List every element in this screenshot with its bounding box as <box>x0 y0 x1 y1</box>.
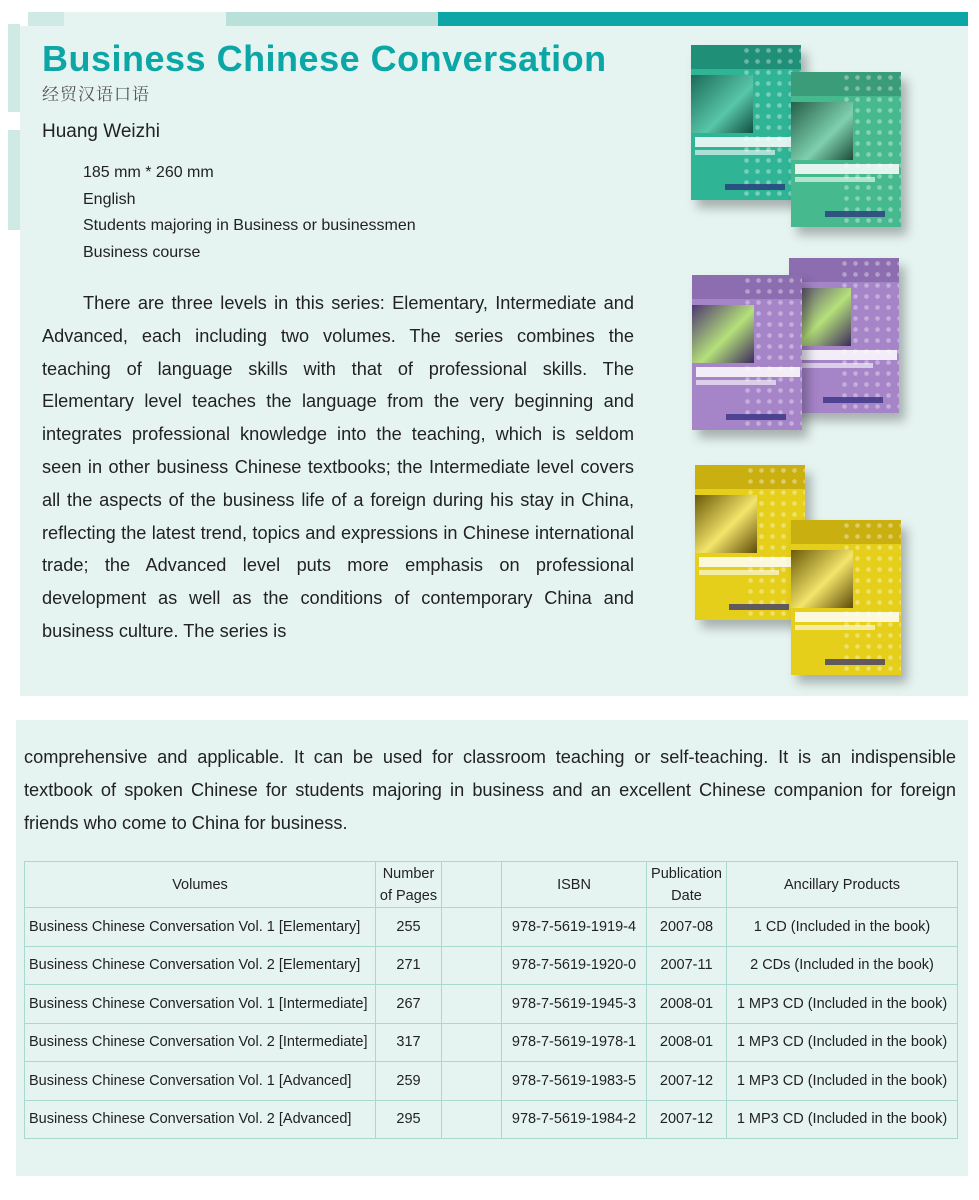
header-blank <box>442 862 502 908</box>
cell-pages: 267 <box>376 985 442 1024</box>
cell-blank <box>442 985 502 1024</box>
cell-blank <box>442 908 502 947</box>
header-volumes: Volumes <box>25 862 376 908</box>
cell-isbn: 978-7-5619-1945-3 <box>502 985 647 1024</box>
cell-ancillary: 1 MP3 CD (Included in the book) <box>727 985 958 1024</box>
table-row <box>25 946 958 985</box>
cell-pages: 295 <box>376 1100 442 1139</box>
cover-intermediate-vol1 <box>695 465 805 620</box>
cell-ancillary: 2 CDs (Included in the book) <box>727 946 958 985</box>
chinese-subtitle: 经贸汉语口语 <box>42 85 150 104</box>
cell-isbn: 978-7-5619-1983-5 <box>502 1062 647 1101</box>
cell-date: 2007-11 <box>647 946 727 985</box>
header-pages: Number of Pages <box>376 862 442 908</box>
cell-blank <box>442 946 502 985</box>
table-row <box>25 908 958 947</box>
author-name: Huang Weizhi <box>42 121 160 142</box>
cell-isbn: 978-7-5619-1978-1 <box>502 1023 647 1062</box>
table-row <box>25 1062 958 1101</box>
table-row <box>25 985 958 1024</box>
cell-date: 2007-12 <box>647 1062 727 1101</box>
volumes-table <box>24 861 958 1139</box>
cell-isbn: 978-7-5619-1919-4 <box>502 908 647 947</box>
book-details <box>83 160 416 267</box>
cell-blank <box>442 1100 502 1139</box>
cell-pages: 317 <box>376 1023 442 1062</box>
cell-pages: 259 <box>376 1062 442 1101</box>
cell-volume: Business Chinese Conversation Vol. 1 [Advanced] <box>25 1062 376 1101</box>
cell-blank <box>442 1023 502 1062</box>
table-row <box>25 1100 958 1139</box>
header-date: Publication Date <box>647 862 727 908</box>
book-language: English <box>83 190 136 208</box>
cell-volume: Business Chinese Conversation Vol. 2 [Advanced] <box>25 1100 376 1139</box>
cell-ancillary: 1 MP3 CD (Included in the book) <box>727 1062 958 1101</box>
description-part-1: There are three levels in this series: Elementary, Intermediate and Advanced, each including two volumes. The series combines the teaching of language skills with that of professional skills. The Elementary level teaches the language from the very beginning and integrates professional knowledge into the teaching, which is seldom seen in other business Chinese textbooks; the Intermediate level covers all the aspects of the business life of a foreign during his stay in China, reflecting the latest trend, topics and expressions in Chinese international trade; the Advanced level puts more emphasis on professional development as well as the conditions of contemporary China and business culture. The series is <box>42 293 634 641</box>
page-title: Business Chinese Conversation <box>42 38 607 79</box>
header-ancillary: Ancillary Products <box>727 862 958 908</box>
cell-isbn: 978-7-5619-1984-2 <box>502 1100 647 1139</box>
cover-elementary-vol2 <box>791 72 901 227</box>
cell-ancillary: 1 MP3 CD (Included in the book) <box>727 1100 958 1139</box>
cell-blank <box>442 1062 502 1101</box>
cell-pages: 271 <box>376 946 442 985</box>
table-row <box>25 1023 958 1062</box>
book-audience: Students majoring in Business or businessmen <box>83 217 416 235</box>
cover-advanced-vol1 <box>692 275 802 430</box>
cell-volume: Business Chinese Conversation Vol. 2 [Elementary] <box>25 946 376 985</box>
side-accent-top <box>8 24 20 112</box>
description-part-2: comprehensive and applicable. It can be used for classroom teaching or self-teaching. It is an indispensible textbook of spoken Chinese for students majoring in business and an excellent Chinese companion for foreign friends who come to China for business. <box>24 747 956 833</box>
top-decorative-bar <box>0 12 968 26</box>
cover-elementary-vol1 <box>691 45 801 200</box>
table-header-row <box>25 862 958 908</box>
cell-date: 2008-01 <box>647 1023 727 1062</box>
cell-date: 2007-08 <box>647 908 727 947</box>
cover-advanced-vol2 <box>789 258 899 413</box>
cell-isbn: 978-7-5619-1920-0 <box>502 946 647 985</box>
cell-volume: Business Chinese Conversation Vol. 2 [Intermediate] <box>25 1023 376 1062</box>
cell-volume: Business Chinese Conversation Vol. 1 [Elementary] <box>25 908 376 947</box>
book-category: Business course <box>83 244 201 262</box>
cell-pages: 255 <box>376 908 442 947</box>
cell-date: 2008-01 <box>647 985 727 1024</box>
cell-ancillary: 1 MP3 CD (Included in the book) <box>727 1023 958 1062</box>
cover-intermediate-vol2 <box>791 520 901 675</box>
side-accent-bottom <box>8 130 20 230</box>
book-size: 185 mm * 260 mm <box>83 164 214 181</box>
cell-volume: Business Chinese Conversation Vol. 1 [Intermediate] <box>25 985 376 1024</box>
cell-ancillary: 1 CD (Included in the book) <box>727 908 958 947</box>
cell-date: 2007-12 <box>647 1100 727 1139</box>
header-isbn: ISBN <box>502 862 647 908</box>
